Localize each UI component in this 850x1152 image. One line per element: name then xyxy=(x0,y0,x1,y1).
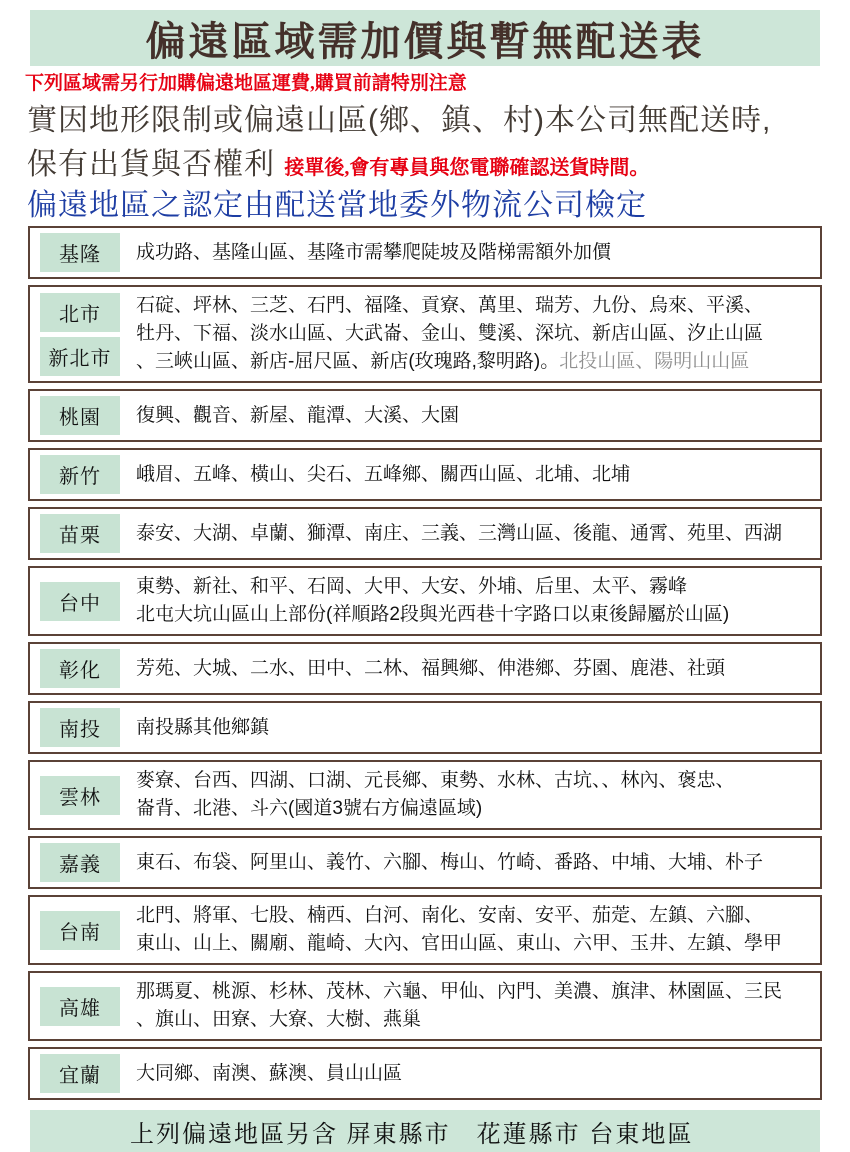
delivery-policy-line2 xyxy=(27,143,850,190)
surcharge-warning-text: 下列區域需另行加購偏遠地區運費,購買前請特別注意 xyxy=(25,73,467,94)
remote-area-definition-note: 偏遠地區之認定由配送當地委外物流公司檢定 xyxy=(27,189,647,222)
region-label: 高雄 xyxy=(40,987,120,1026)
region-areas xyxy=(136,573,810,629)
region-areas xyxy=(136,767,810,823)
region-areas-line: 、三峽山區、新店-屈尺區、新店(玫瑰路,黎明路)。北投山區、陽明山山區 xyxy=(136,351,750,372)
region-label-group xyxy=(40,293,120,376)
region-label: 新北市 xyxy=(40,337,120,376)
page-title: 偏遠區域需加價與暫無配送表 xyxy=(145,19,705,64)
region-areas xyxy=(136,849,810,877)
title-banner xyxy=(30,10,820,66)
region-areas xyxy=(136,1060,810,1088)
region-label: 新竹 xyxy=(40,455,120,494)
table-row xyxy=(28,642,822,695)
region-label-group xyxy=(40,396,120,435)
region-label: 台南 xyxy=(40,911,120,950)
region-areas-line: 麥寮、台西、四湖、口湖、元長鄉、東勢、水林、古坑、、林內、褒忠、 xyxy=(136,770,735,791)
region-areas-line: 大同鄉、南澳、蘇澳、員山山區 xyxy=(136,1062,403,1084)
footer-text: 上列偏遠地區另含 屏東縣市 花蓮縣市 台東地區 xyxy=(130,1120,694,1148)
delivery-policy-line2-note: 接單後,會有專員與您電聯確認送貨時間。 xyxy=(284,157,650,179)
region-areas xyxy=(136,978,810,1034)
region-areas-line: 北屯大坑山區山上部份(祥順路2段與光西巷十字路口以東後歸屬於山區) xyxy=(136,604,730,625)
region-areas-line: 成功路、基隆山區、基隆市需攀爬陡坡及階梯需額外加價 xyxy=(136,241,612,263)
region-label-group xyxy=(40,455,120,494)
delivery-policy-line1: 實因地形限制或偏遠山區(鄉、鎮、村)本公司無配送時, xyxy=(27,104,772,137)
region-areas-line: 、旗山、田寮、大寮、大樹、燕巢 xyxy=(136,1009,422,1030)
region-label: 雲林 xyxy=(40,776,120,815)
table-row xyxy=(28,971,822,1041)
region-areas xyxy=(136,461,810,489)
region-areas-line: 東勢、新社、和平、石岡、大甲、大安、外埔、后里、太平、霧峰 xyxy=(136,576,688,597)
region-areas xyxy=(136,402,810,430)
region-label: 嘉義 xyxy=(40,843,120,882)
region-areas xyxy=(136,714,810,742)
table-row xyxy=(28,895,822,965)
table-row xyxy=(28,566,822,636)
region-label: 基隆 xyxy=(40,233,120,272)
region-areas-line: 復興、觀音、新屋、龍潭、大溪、大園 xyxy=(136,404,460,426)
region-areas-line: 石碇、坪林、三芝、石門、福隆、貢寮、萬里、瑞芳、九份、烏來、平溪、 xyxy=(136,295,764,316)
region-areas-line: 崙背、北港、斗六(國道3號右方偏遠區域) xyxy=(136,798,483,819)
region-label: 桃園 xyxy=(40,396,120,435)
region-label-group xyxy=(40,776,120,815)
region-label-group xyxy=(40,1054,120,1093)
table-row xyxy=(28,507,822,560)
region-areas-line: 東石、布袋、阿里山、義竹、六腳、梅山、竹崎、番路、中埔、大埔、朴子 xyxy=(136,851,764,873)
region-table xyxy=(28,226,822,1100)
region-areas xyxy=(136,520,810,548)
region-areas xyxy=(136,292,810,376)
region-label-group xyxy=(40,233,120,272)
region-areas xyxy=(136,902,810,958)
region-areas-line: 峨眉、五峰、橫山、尖石、五峰鄉、關西山區、北埔、北埔 xyxy=(136,463,631,485)
region-label: 台中 xyxy=(40,582,120,621)
region-label: 南投 xyxy=(40,708,120,747)
table-row xyxy=(28,226,822,279)
region-areas-line: 東山、山上、關廟、龍崎、大內、官田山區、東山、六甲、玉井、左鎮、學甲 xyxy=(136,933,783,954)
region-areas-line: 北門、將軍、七股、楠西、白河、南化、安南、安平、茄萣、左鎮、六腳、 xyxy=(136,905,764,926)
region-areas-line: 南投縣其他鄉鎮 xyxy=(136,716,270,738)
region-label-group xyxy=(40,843,120,882)
region-label: 彰化 xyxy=(40,649,120,688)
region-areas-line: 芳苑、大城、二水、田中、二林、福興鄉、伸港鄉、芬園、鹿港、社頭 xyxy=(136,657,726,679)
region-areas xyxy=(136,239,810,267)
footer-banner xyxy=(30,1110,820,1152)
table-row xyxy=(28,285,822,383)
region-areas-line: 牡丹、下福、淡水山區、大武崙、金山、雙溪、深坑、新店山區、汐止山區 xyxy=(136,323,764,344)
table-row xyxy=(28,836,822,889)
region-label: 宜蘭 xyxy=(40,1054,120,1093)
table-row xyxy=(28,448,822,501)
delivery-policy-line2-main: 保有出貨與否權利 xyxy=(27,148,275,181)
region-label-group xyxy=(40,649,120,688)
table-row xyxy=(28,389,822,442)
region-label-group xyxy=(40,708,120,747)
region-label: 苗栗 xyxy=(40,514,120,553)
region-areas-line: 泰安、大湖、卓蘭、獅潭、南庄、三義、三灣山區、後龍、通霄、苑里、西湖 xyxy=(136,522,783,544)
region-label: 北市 xyxy=(40,293,120,332)
region-areas-gray-text: 北投山區、陽明山山區 xyxy=(559,351,750,372)
region-label-group xyxy=(40,911,120,950)
table-row xyxy=(28,1047,822,1100)
region-areas xyxy=(136,655,810,683)
table-row xyxy=(28,760,822,830)
region-label-group xyxy=(40,582,120,621)
region-areas-line: 那瑪夏、桃源、杉林、茂林、六龜、甲仙、內門、美濃、旗津、林園區、三民 xyxy=(136,981,783,1002)
table-row xyxy=(28,701,822,754)
region-label-group xyxy=(40,987,120,1026)
region-label-group xyxy=(40,514,120,553)
